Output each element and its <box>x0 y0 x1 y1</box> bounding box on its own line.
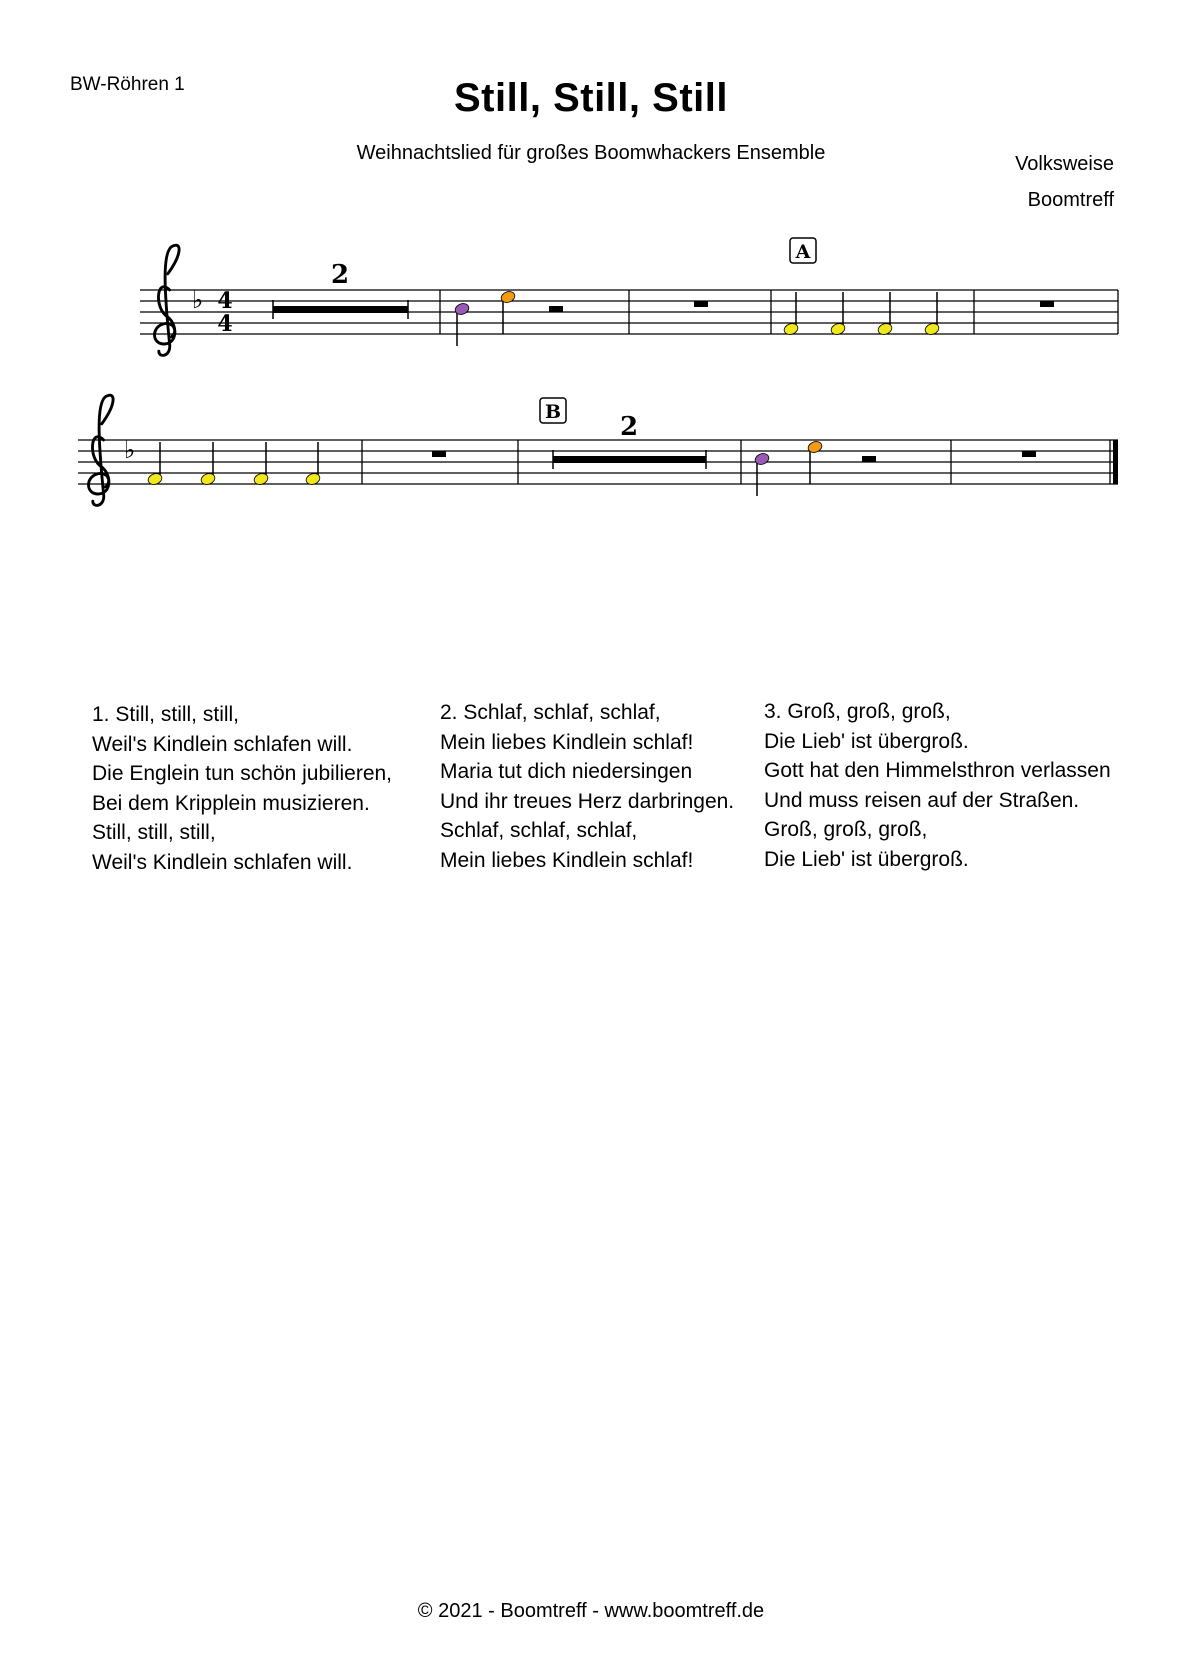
flat-icon: ♭ <box>124 436 136 464</box>
treble-clef-icon <box>155 245 180 355</box>
part-label: BW-Röhren 1 <box>70 74 185 95</box>
arranger-line: Boomtreff <box>1027 189 1114 211</box>
lyric-line: Und muss reisen auf der Straßen. <box>764 788 1080 812</box>
whole-rest <box>1040 301 1054 307</box>
lyric-line: 3. Groß, groß, groß, <box>764 700 951 723</box>
song-subtitle: Weihnachtslied für großes Boomwhackers Ensemble <box>356 142 826 164</box>
staff-system-1 <box>140 238 1118 355</box>
song-title: Still, Still, Still <box>454 76 728 120</box>
lyrics-verse-2 <box>440 698 734 875</box>
lyrics-verse-3 <box>764 697 1111 874</box>
whole-rest <box>1022 451 1036 457</box>
rehearsal-mark-a <box>790 238 816 263</box>
half-rest <box>862 456 876 462</box>
lyric-line: Weil's Kindlein schlafen will. <box>92 850 353 874</box>
lyric-line: Die Lieb' ist übergroß. <box>764 729 969 753</box>
lyric-line: Mein liebes Kindlein schlaf! <box>440 730 694 754</box>
multi-measure-rest <box>553 456 706 463</box>
lyric-line: Maria tut dich niedersingen <box>440 760 693 783</box>
lyric-line: Gott hat den Himmelsthron verlassen <box>764 759 1111 782</box>
time-signature <box>217 288 232 337</box>
multirest-count: 2 <box>330 260 350 290</box>
rehearsal-mark-b <box>540 398 566 423</box>
composer-line: Volksweise <box>1015 153 1114 175</box>
lyric-line: Weil's Kindlein schlafen will. <box>92 732 353 756</box>
svg-text:4: 4 <box>217 288 233 314</box>
sheet-music <box>0 0 1182 520</box>
note-purple <box>454 302 471 346</box>
lyric-line: 2. Schlaf, schlaf, schlaf, <box>440 701 661 724</box>
note-purple <box>754 452 771 496</box>
flat-icon: ♭ <box>192 286 204 314</box>
lyric-line: Bei dem Kripplein musizieren. <box>92 791 370 815</box>
multirest-count: 2 <box>619 412 639 442</box>
copyright-footer: © 2021 - Boomtreff - www.boomtreff.de <box>417 1600 765 1622</box>
lyric-line: Und ihr treues Herz darbringen. <box>440 789 735 813</box>
lyric-line: Schlaf, schlaf, schlaf, <box>440 819 638 842</box>
svg-text:B: B <box>544 401 562 423</box>
lyric-line: Groß, groß, groß, <box>764 818 928 841</box>
multi-measure-rest <box>273 306 408 313</box>
half-rest <box>549 306 563 312</box>
lyric-line: Still, still, still, <box>92 821 216 844</box>
treble-clef-icon <box>89 395 114 505</box>
whole-rest <box>694 301 708 307</box>
final-barline <box>1113 440 1118 484</box>
svg-text:A: A <box>795 241 811 263</box>
svg-text:4: 4 <box>217 311 233 337</box>
staff-system-2 <box>78 395 1118 505</box>
yellow-notes-measure-6 <box>147 442 322 486</box>
lyric-line: 1. Still, still, still, <box>92 703 240 726</box>
lyric-line: Die Englein tun schön jubilieren, <box>92 762 393 785</box>
lyric-line: Mein liebes Kindlein schlaf! <box>440 848 694 872</box>
lyrics-verse-1 <box>92 700 392 877</box>
lyric-line: Die Lieb' ist übergroß. <box>764 847 969 871</box>
whole-rest <box>432 451 446 457</box>
yellow-notes-measure-4 <box>783 292 941 336</box>
